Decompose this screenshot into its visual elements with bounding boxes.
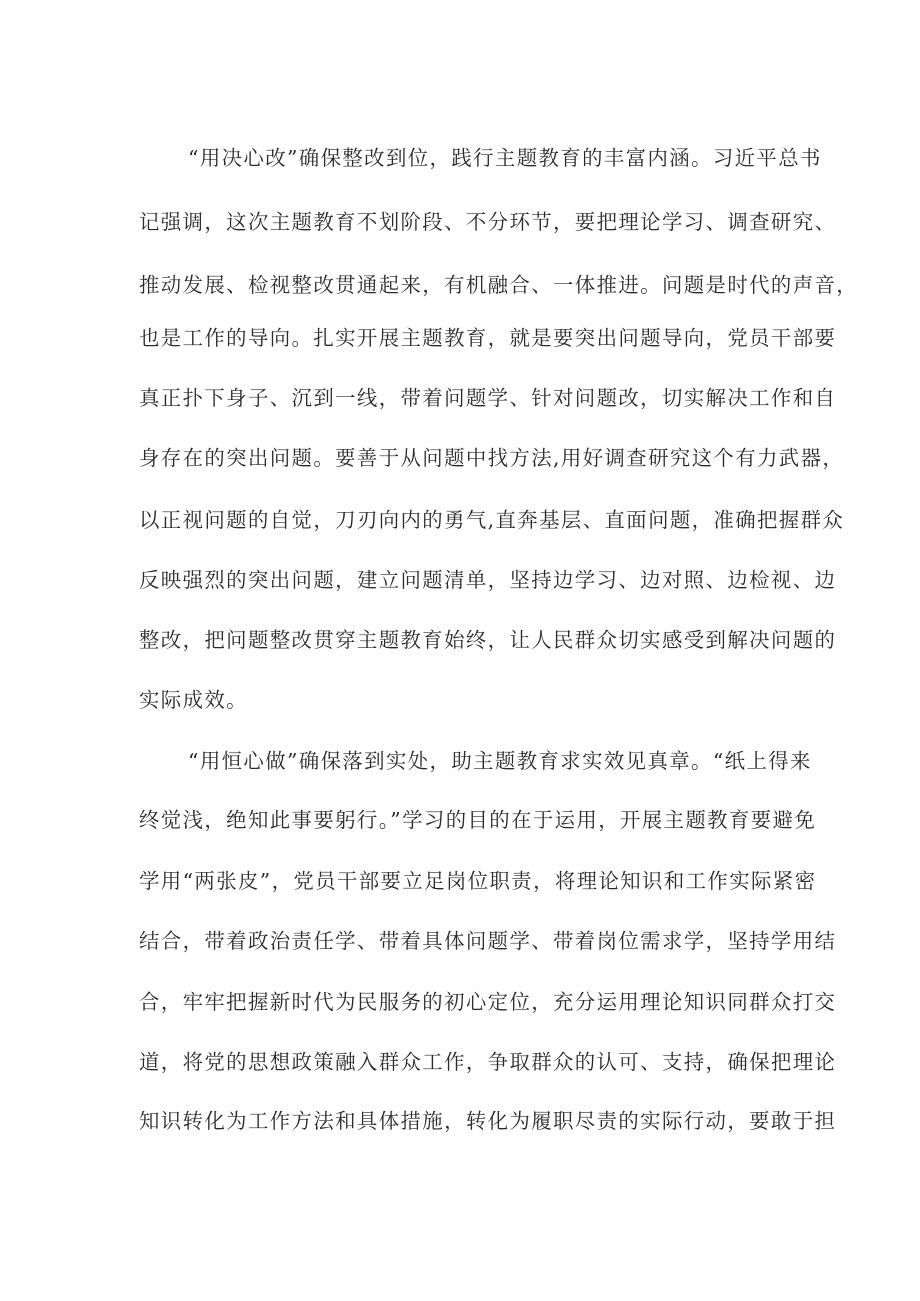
paragraph-2-line-3: 学用“两张皮”，党员干部要立足岗位职责，将理论知识和工作实际紧密 [139,869,817,893]
paragraph-1-line-8: 反映强烈的突出问题，建立问题清单，坚持边学习、边对照、边检视、边 [139,568,837,592]
paragraph-1-line-4: 也是工作的导向。扎实开展主题教育，就是要突出问题导向，党员干部要 [139,326,837,350]
paragraph-1-line-1: “用决心改”确保整改到位，践行主题教育的丰富内涵。习近平总书 [188,146,822,170]
paragraph-1-line-2: 记强调，这次主题教育不划阶段、不分环节，要把理论学习、调查研究、 [139,210,837,234]
paragraph-1-line-5: 真正扑下身子、沉到一线，带着问题学、针对问题改，切实解决工作和自 [139,386,837,410]
paragraph-2-line-4: 结合，带着政治责任学、带着具体问题学、带着岗位需求学，坚持学用结 [139,929,837,953]
paragraph-1-line-6: 身存在的突出问题。要善于从问题中找方法,用好调查研究这个有力武器， [139,446,845,470]
paragraph-2-line-5: 合，牢牢把握新时代为民服务的初心定位，充分运用理论知识同群众打交 [139,990,837,1014]
paragraph-2-line-1: “用恒心做”确保落到实处，助主题教育求实效见真章。“纸上得来 [188,749,812,773]
paragraph-2-line-6: 道，将党的思想政策融入群众工作，争取群众的认可、支持，确保把理论 [139,1050,837,1074]
paragraph-1-line-10: 实际成效。 [139,688,248,712]
paragraph-2-line-7: 知识转化为工作方法和具体措施，转化为履职尽责的实际行动，要敢于担 [139,1109,837,1133]
paragraph-1-line-7: 以正视问题的自觉，刀刃向内的勇气,直奔基层、直面问题，准确把握群众 [139,508,845,532]
paragraph-1-line-9: 整改，把问题整改贯穿主题教育始终，让人民群众切实感受到解决问题的 [139,628,837,652]
paragraph-2-line-2: 终觉浅，绝知此事要躬行。”学习的目的在于运用，开展主题教育要避免 [139,808,817,832]
paragraph-1-line-3: 推动发展、检视整改贯通起来，有机融合、一体推进。问题是时代的声音， [139,273,859,297]
